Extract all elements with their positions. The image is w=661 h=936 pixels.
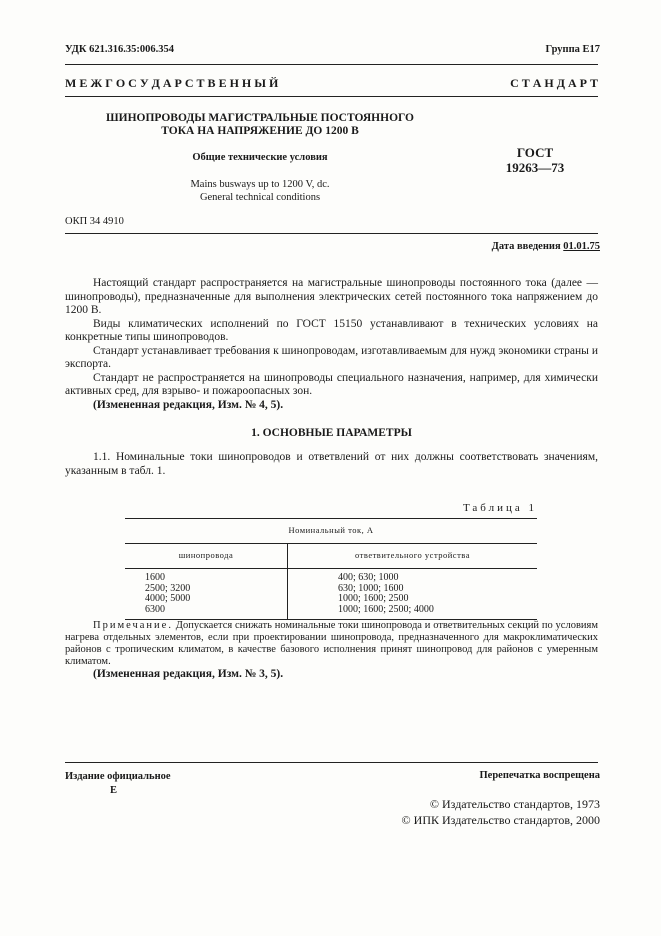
gost-designation xyxy=(485,145,585,175)
banner-rule xyxy=(65,96,598,97)
intro-paragraph: Виды климатических исполнений по ГОСТ 15150 устанавливают в технических условиях на конкретные типы шинопроводов. xyxy=(65,317,598,343)
branch-currents xyxy=(288,569,538,620)
copyright-block xyxy=(402,796,600,828)
edition-label: Издание официальное xyxy=(65,771,171,782)
intro-paragraph: Стандарт не распространяется на шинопроводы специального назначения, например, для химически активных сред, для взрыво- и пожароопасных зон. xyxy=(65,371,598,397)
section-heading: 1. ОСНОВНЫЕ ПАРАМЕТРЫ xyxy=(251,427,412,439)
gost-number: 19263—73 xyxy=(505,160,565,175)
note-text xyxy=(65,620,598,668)
edition-letter: Е xyxy=(110,785,118,796)
table-cell: 6300 xyxy=(145,603,165,615)
intro-paragraph: Настоящий стандарт распространяется на магистральные шинопроводы постоянного тока (далее — шинопроводы), предназначенные для выполнения электрических сетей постоянного тока напряжением до 1200 В. xyxy=(65,277,598,316)
table-cell: 1600 xyxy=(145,572,165,583)
table-cell: 2500; 3200 xyxy=(145,582,191,594)
revision-note: (Измененная редакция, Изм. № 3, 5). xyxy=(93,668,284,680)
table-note xyxy=(65,620,598,668)
intro-text xyxy=(65,277,598,412)
busway-currents xyxy=(125,569,288,620)
okp-code: ОКП 34 4910 xyxy=(65,216,124,227)
date-value: 01.01.75 xyxy=(563,241,600,252)
official-edition xyxy=(65,770,171,798)
table-col-branch: ответвительного устройства xyxy=(288,544,538,569)
group-code: Группа Е17 xyxy=(545,44,600,55)
standard-banner xyxy=(65,76,598,91)
udk-code: УДК 621.316.35:006.354 xyxy=(65,44,174,55)
revision-note: (Измененная редакция, Изм. № 4, 5). xyxy=(93,398,284,411)
top-rule xyxy=(65,64,598,65)
banner-word-interstate: М Е Ж Г О С У Д А Р С Т В Е Н Н Ы Й xyxy=(65,76,279,90)
title-line-1: ШИНОПРОВОДЫ МАГИСТРАЛЬНЫЕ ПОСТОЯННОГО xyxy=(106,112,414,124)
section-text xyxy=(65,451,598,478)
note-label: Примечание. xyxy=(93,620,173,631)
table-cell: 1000; 1600; 2500; 4000 xyxy=(338,603,434,615)
copyright-line-2: © ИПК Издательство стандартов, 2000 xyxy=(401,813,600,827)
note-body: Допускается снижать номинальные токи шинопровода и ответвительных секций по условиям нагрева отдельных элементов, если при проектировании шинопровода, предназначенного для макроклиматических районов с тропическим климатом, в качестве базового исполнения принят шинопровод для районов с умеренным климатом. xyxy=(65,620,598,667)
table-cell: 1000; 1600; 2500 xyxy=(338,593,409,604)
introduction-date xyxy=(492,241,600,252)
title-line-2: ТОКА НА НАПРЯЖЕНИЕ ДО 1200 В xyxy=(161,125,359,137)
footer-rule xyxy=(65,762,598,763)
english-title xyxy=(80,178,440,204)
table-group-header: Номинальный ток, А xyxy=(125,519,537,544)
reprint-notice: Перепечатка воспрещена xyxy=(479,770,600,781)
english-title-line-2: General technical conditions xyxy=(199,192,321,203)
section-paragraph: 1.1. Номинальные токи шинопроводов и ответвлений от них должны соответствовать значениям, указанным в табл. 1. xyxy=(65,451,598,477)
table-cell: 400; 630; 1000 xyxy=(338,572,399,583)
table-col-busway: шинопровода xyxy=(125,544,288,569)
date-label: Дата введения xyxy=(491,241,561,252)
gost-label: ГОСТ xyxy=(516,145,554,160)
banner-word-standard: С Т А Н Д А Р Т xyxy=(510,76,598,90)
rated-current-table xyxy=(125,518,537,620)
document-subtitle: Общие технические условия xyxy=(192,152,328,163)
english-title-line-1: Mains busways up to 1200 V, dc. xyxy=(190,179,330,190)
table-cell: 630; 1000; 1600 xyxy=(338,582,404,594)
copyright-line-1: © Издательство стандартов, 1973 xyxy=(429,797,600,811)
document-title xyxy=(80,112,440,138)
table-body xyxy=(125,569,537,620)
intro-paragraph: Стандарт устанавливает требования к шинопроводам, изготавливаемым для нужд экономики страны и экспорта. xyxy=(65,344,598,370)
table-caption: Таблица 1 xyxy=(462,502,537,514)
okp-rule xyxy=(65,233,598,234)
revision-note-2 xyxy=(65,668,598,680)
table-cell: 4000; 5000 xyxy=(145,593,191,604)
